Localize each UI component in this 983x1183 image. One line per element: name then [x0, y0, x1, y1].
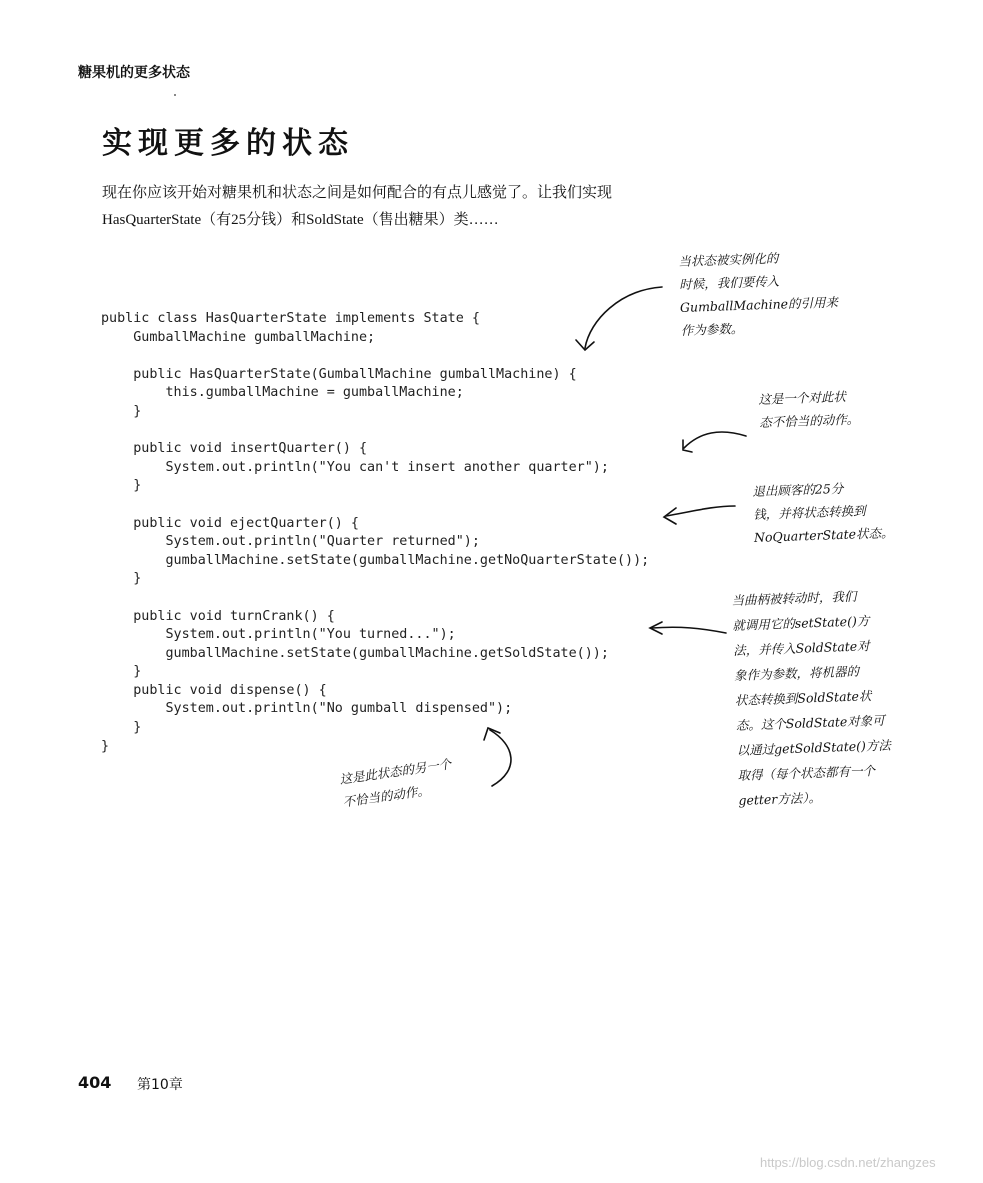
- watermark: https://blog.csdn.net/zhangzes: [760, 1155, 936, 1170]
- chapter-label: 第10章: [137, 1077, 183, 1093]
- code-line: public void insertQuarter() {: [101, 441, 368, 457]
- decorative-dot: [174, 94, 176, 96]
- annotation-line: 当曲柄被转动时，我们: [731, 588, 857, 608]
- annotation-line: GumballMachine的引用来: [679, 294, 839, 315]
- annotation-line: 作为参数。: [680, 320, 744, 338]
- annotation-line: 这是此状态的另一个: [338, 756, 453, 787]
- annotation-line: 法，并传入SoldState对: [732, 638, 870, 658]
- intro-line: HasQuarterState（有25分钱）和SoldState（售出糖果）类……: [102, 212, 499, 228]
- arrow-eject: [666, 506, 735, 516]
- annotation-line: 当状态被实例化的: [678, 250, 779, 269]
- code-line: GumballMachine gumballMachine;: [101, 329, 376, 345]
- code-line: public void turnCrank() {: [101, 608, 335, 624]
- code-line: }: [101, 571, 142, 587]
- annotation-line: 就调用它的setState()方: [732, 613, 870, 633]
- code-line: gumballMachine.setState(gumballMachine.getNoQuarterState());: [101, 552, 650, 568]
- page-number: 404: [78, 1073, 112, 1092]
- annotation-turn-crank: [731, 581, 939, 813]
- intro-paragraph: [102, 180, 722, 234]
- intro-line: 现在你应该开始对糖果机和状态之间是如何配合的有点儿感觉了。让我们实现: [102, 185, 613, 201]
- annotation-line: 取得（每个状态都有一个: [737, 763, 876, 783]
- code-line: public void ejectQuarter() {: [101, 515, 359, 531]
- section-title: 实现更多的状态: [102, 126, 354, 161]
- code-line: }: [101, 403, 142, 419]
- annotation-insert-quarter: [758, 383, 910, 434]
- code-line: public void dispense() {: [101, 682, 327, 698]
- code-line: }: [101, 738, 110, 754]
- annotation-line: 不恰当的动作。: [341, 782, 431, 810]
- code-line: }: [101, 720, 142, 736]
- code-line: gumballMachine.setState(gumballMachine.getSoldState());: [101, 645, 609, 661]
- arrow-insert: [684, 432, 746, 448]
- arrowhead-crank: [650, 622, 662, 634]
- annotation-line: NoQuarterState状态。: [753, 525, 894, 545]
- code-line: }: [101, 664, 142, 680]
- annotation-line: 状态转换到SoldState状: [734, 688, 872, 708]
- code-line: this.gumballMachine = gumballMachine;: [101, 385, 464, 401]
- annotation-line: 时候，我们要传入: [678, 273, 780, 292]
- code-line: System.out.println("No gumball dispensed");: [101, 701, 513, 717]
- annotation-line: 退出顾客的25分: [752, 480, 844, 499]
- annotation-line: 钱，并将状态转换到: [752, 503, 866, 522]
- code-line: public class HasQuarterState implements State {: [101, 311, 480, 326]
- annotation-line: 以通过getSoldState()方法: [736, 737, 892, 758]
- code-line: System.out.println("You can't insert another quarter");: [101, 459, 609, 475]
- code-listing: [101, 310, 649, 756]
- arrowhead-insert: [683, 440, 692, 452]
- running-head: 糖果机的更多状态: [78, 65, 190, 81]
- code-line: System.out.println("Quarter returned");: [101, 534, 480, 550]
- annotation-line: 这是一个对此状: [758, 388, 847, 407]
- arrow-crank: [652, 627, 726, 633]
- code-line: public HasQuarterState(GumballMachine gumballMachine) {: [101, 366, 577, 382]
- arrowhead-eject: [664, 508, 676, 524]
- annotation-line: 象作为参数，将机器的: [733, 663, 860, 683]
- code-line: System.out.println("You turned...");: [101, 627, 456, 643]
- annotation-line: 态不恰当的动作。: [758, 411, 860, 430]
- annotation-line: 态。这个SoldState对象可: [735, 712, 886, 733]
- annotation-eject-quarter: [752, 474, 924, 549]
- annotation-constructor: [678, 243, 871, 342]
- annotation-line: getter方法）。: [738, 789, 822, 808]
- code-line: }: [101, 478, 142, 494]
